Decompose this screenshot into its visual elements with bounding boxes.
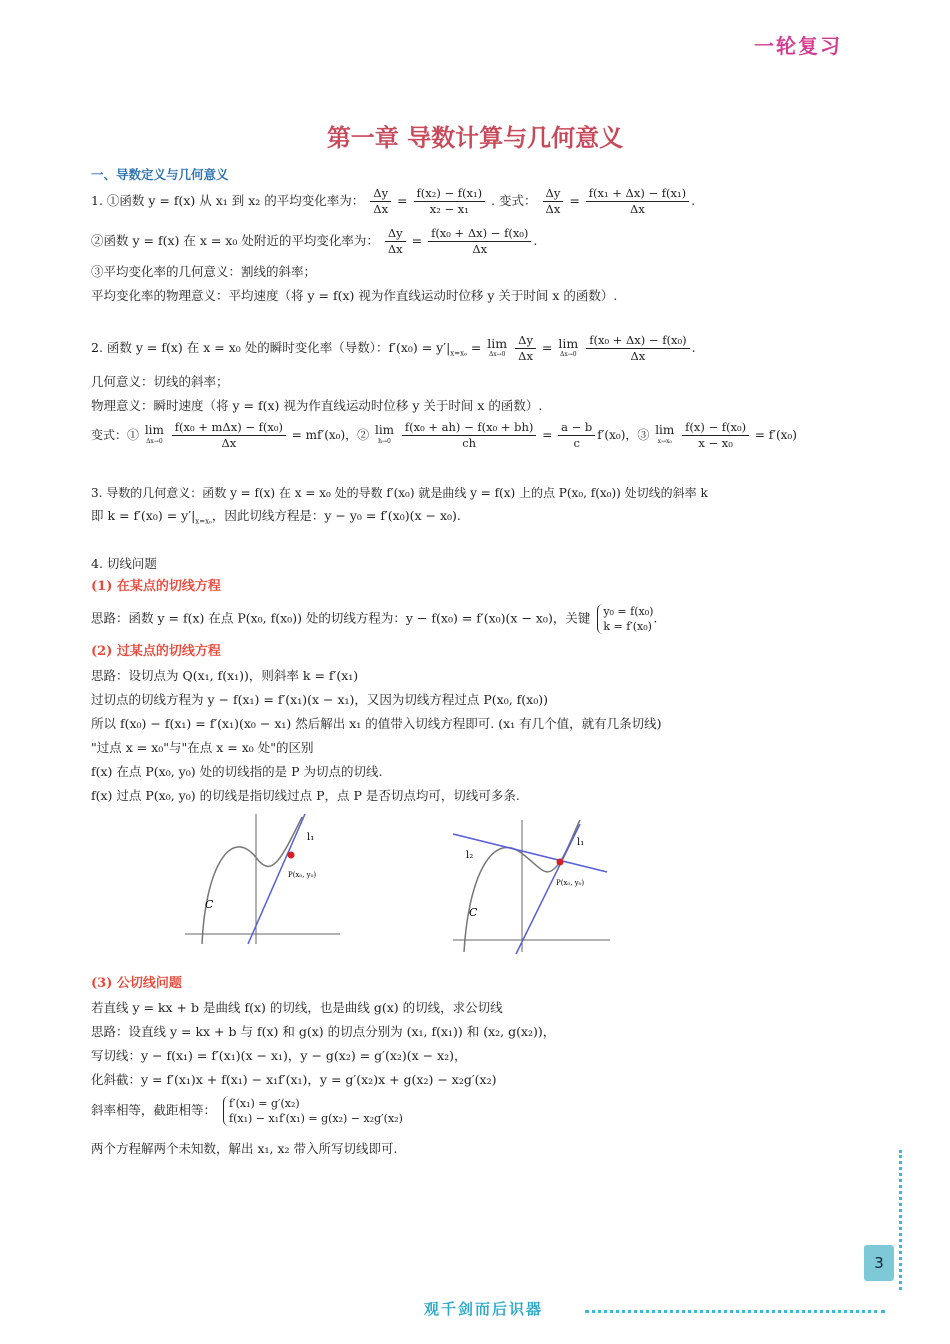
section-heading: 一、导数定义与几何意义 <box>91 167 229 182</box>
decorative-dots-horizontal <box>585 1310 885 1313</box>
tangent-at-point-figure <box>180 812 345 947</box>
fraction: $\frac{\Delta y}{\Delta x}$ <box>385 226 406 257</box>
p5-line-1: 若直线 y = kx + b 是曲线 f(x) 的切线，也是曲线 g(x) 的切线，求公切线 <box>91 1000 503 1015</box>
tangent-point <box>557 859 564 866</box>
p4-s2-line-4: "过点 x = x₀"与"在点 x = x₀ 处"的区别 <box>91 740 314 755</box>
brace-system: y₀ = f(x₀) k = f′(x₀) <box>597 604 653 634</box>
p5-line-3: 写切线：y − f(x₁) = f′(x₁)(x − x₁)，y − g(x₂) = g′(x₂)(x − x₂)， <box>91 1048 467 1063</box>
limit: lim x→x₀ <box>655 422 675 445</box>
fraction: $\frac{\Delta y}{\Delta x}$ <box>370 186 391 217</box>
tangent-line-l1 <box>248 814 305 944</box>
brace-system: f′(x₁) = g′(x₂) f(x₁) − x₁f′(x₁) = g(x₂) − x₂g′(x₂) <box>223 1096 403 1126</box>
p1-line-c: ③平均变化率的几何意义：割线的斜率； <box>91 264 317 279</box>
label-point: P(x₀, y₀) <box>288 871 317 879</box>
footer-motto: 观千剑而后识器 <box>424 1300 544 1318</box>
chapter-title: 第一章 导数计算与几何意义 <box>326 123 624 152</box>
p4-s1-line: 思路：函数 y = f(x) 在点 P(x₀, f(x₀)) 处的切线方程为：y − f(x₀) = f′(x₀)(x − x₀)，关键 y₀ = f(x₀) k = f′(x₀) . <box>91 605 658 633</box>
p1-line-a: 1. ①函数 y = f(x) 从 x₁ 到 x₂ 的平均变化率为： $\frac{\Delta y}{\Delta x}$ = $\frac{\text{f(x₂) − f(x₁)}}{\text{x₂ − x₁}}$ . 变式： $\frac{\Delta y}{\Delta x}$ = $\frac{\text{f(x₁ + Δx) − f(x₁)}}{\Delta x}$ . <box>91 186 696 216</box>
p1-line-d: 平均变化率的物理意义：平均速度（将 y = f(x) 视为作直线运动时位移 y 关于时间 x 的函数）. <box>91 288 618 303</box>
p4-s2-line-2: 过切点的切线方程为 y − f(x₁) = f′(x₁)(x − x₁)，又因为切线方程过点 P(x₀, f(x₀)) <box>91 692 548 707</box>
limit: lim Δx→0 <box>558 335 579 358</box>
header-tag: 一轮复习 <box>754 34 842 58</box>
label-l1: l₁ <box>307 832 315 843</box>
p4-subhead-1: (1) 在某点的切线方程 <box>91 579 221 594</box>
tangent-through-point-figure <box>450 812 615 957</box>
p5-line-5: 斜率相等，截距相等： f′(x₁) = g′(x₂) f(x₁) − x₁f′(x₁) = g(x₂) − x₂g′(x₂) <box>91 1097 403 1125</box>
p5-line-2: 思路：设直线 y = kx + b 与 f(x) 和 g(x) 的切点分别为 (x₁, f(x₁)) 和 (x₂, g(x₂))， <box>91 1024 556 1039</box>
p3-line-b: 即 $k = f'(x_0) = y'|_{x=x_0}$，因此切线方程是：y − y₀ = f′(x₀)(x − x₀). <box>91 508 461 526</box>
fraction: $\frac{\text{f(x₀ + Δx) − f(x₀)}}{\Delta x}$ <box>428 226 531 257</box>
curve-c <box>202 817 302 944</box>
limit: lim Δx→0 <box>144 422 164 445</box>
decorative-dots-vertical <box>899 1150 902 1290</box>
tangent-point <box>288 852 295 859</box>
limit: lim h→0 <box>374 422 395 445</box>
p1-b-pre: ②函数 y = f(x) 在 x = x₀ 处附近的平均变化率为： <box>91 233 379 248</box>
fraction: $\frac{\text{f(x₀ + Δx) − f(x₀)}}{\Delta x}$ <box>586 333 689 364</box>
p2-variants: 变式：① lim Δx→0 $\frac{\text{f(x₀ + mΔx) − f(x₀)}}{\Delta x}$ = mf′(x₀)，② lim h→0 $\frac{\text{f(x₀ + ah) − f(x₀ + bh)}}{ch}$ = $\frac{a - b}{c}$ f′(x₀)，③ lim x→x₀ $\frac{\text{f(x) − f(x₀)}}{\text{x − x₀}}$ = f′(x₀) <box>91 420 797 450</box>
fraction: $\frac{\text{f(x₀ + ah) − f(x₀ + bh)}}{ch}$ <box>402 420 537 451</box>
p4-heading: 4. 切线问题 <box>91 556 157 571</box>
fraction: $\frac{\text{f(x₂) − f(x₁)}}{\text{x₂ − x₁}}$ <box>414 186 486 217</box>
fraction: $\frac{\Delta y}{\Delta x}$ <box>515 333 536 364</box>
subscript: x=x₀ <box>450 349 467 358</box>
p5-line-4: 化斜截：y = f′(x₁)x + f(x₁) − x₁f′(x₁)，y = g′(x₂)x + g(x₂) − x₂g′(x₂) <box>91 1072 497 1087</box>
fraction: $\frac{a - b}{c}$ <box>558 420 595 451</box>
p4-s2-line-6: f(x) 过点 P(x₀, y₀) 的切线是指切线过点 P，点 P 是否切点均可，切线可多条. <box>91 788 520 803</box>
label-l2: l₂ <box>466 850 474 861</box>
p1-line-b: ②函数 y = f(x) 在 x = x₀ 处附近的平均变化率为： $\frac{\Delta y}{\Delta x}$ = $\frac{\text{f(x₀ + Δx) − f(x₀)}}{\Delta x}$ . <box>91 226 538 256</box>
p4-s2-line-3: 所以 f(x₀) − f(x₁) = f′(x₁)(x₀ − x₁) 然后解出 x₁ 的值带入切线方程即可. (x₁ 有几个值，就有几条切线) <box>91 716 662 731</box>
label-l1: l₁ <box>577 837 585 848</box>
subscript: x=x₀ <box>195 517 212 526</box>
p2-line-a: 2. 函数 y = f(x) 在 x = x₀ 处的瞬时变化率（导数）：$f'(x_0) = y'|_{x=x_0} = \lim$ Δx→0 $\frac{\Delta y}{\Delta x}$ = lim Δx→0 $\frac{\text{f(x₀ + Δx) − f(x₀)}}{\Delta x}$ . <box>91 333 696 363</box>
page-number: 3 <box>864 1245 894 1281</box>
p5-line-6: 两个方程解两个未知数，解出 x₁, x₂ 带入所写切线即可. <box>91 1141 398 1156</box>
p5-subhead-3: (3) 公切线问题 <box>91 976 182 991</box>
label-curve: C <box>469 906 478 919</box>
p4-s2-line-5: f(x) 在点 P(x₀, y₀) 处的切线指的是 P 为切点的切线. <box>91 764 383 779</box>
p4-s2-line-1: 思路：设切点为 Q(x₁, f(x₁))，则斜率 k = f′(x₁) <box>91 668 359 683</box>
fraction: $\frac{\Delta y}{\Delta x}$ <box>543 186 564 217</box>
p1-a-pre: 1. ①函数 y = f(x) 从 x₁ 到 x₂ 的平均变化率为： <box>91 193 365 208</box>
fraction: $\frac{\text{f(x₀ + mΔx) − f(x₀)}}{\Delta x}$ <box>172 420 286 451</box>
p3-line-a: 3. 导数的几何意义：函数 y = f(x) 在 x = x₀ 处的导数 f′(x₀) 就是曲线 y = f(x) 上的点 P(x₀, f(x₀)) 处切线的斜率 k <box>91 486 708 500</box>
p2-line-c: 物理意义：瞬时速度（将 y = f(x) 视为作直线运动时位移 y 关于时间 x 的函数）. <box>91 398 543 413</box>
label-curve: C <box>205 898 214 911</box>
p2-a-pre: 2. 函数 y = f(x) 在 x = x₀ 处的瞬时变化率（导数）：f′(x₀) = y′| <box>91 340 451 355</box>
fraction: $\frac{\text{f(x) − f(x₀)}}{\text{x − x₀}}$ <box>682 420 749 451</box>
limit: lim Δx→0 <box>487 335 508 358</box>
p2-line-b: 几何意义：切线的斜率； <box>91 374 229 389</box>
p4-subhead-2: (2) 过某点的切线方程 <box>91 644 221 659</box>
p1-a-mid: . 变式： <box>491 193 537 208</box>
tangent-line-l1 <box>516 824 580 954</box>
fraction: $\frac{\text{f(x₁ + Δx) − f(x₁)}}{\Delta x}$ <box>586 186 689 217</box>
label-point: P(x₀, y₀) <box>556 879 585 887</box>
